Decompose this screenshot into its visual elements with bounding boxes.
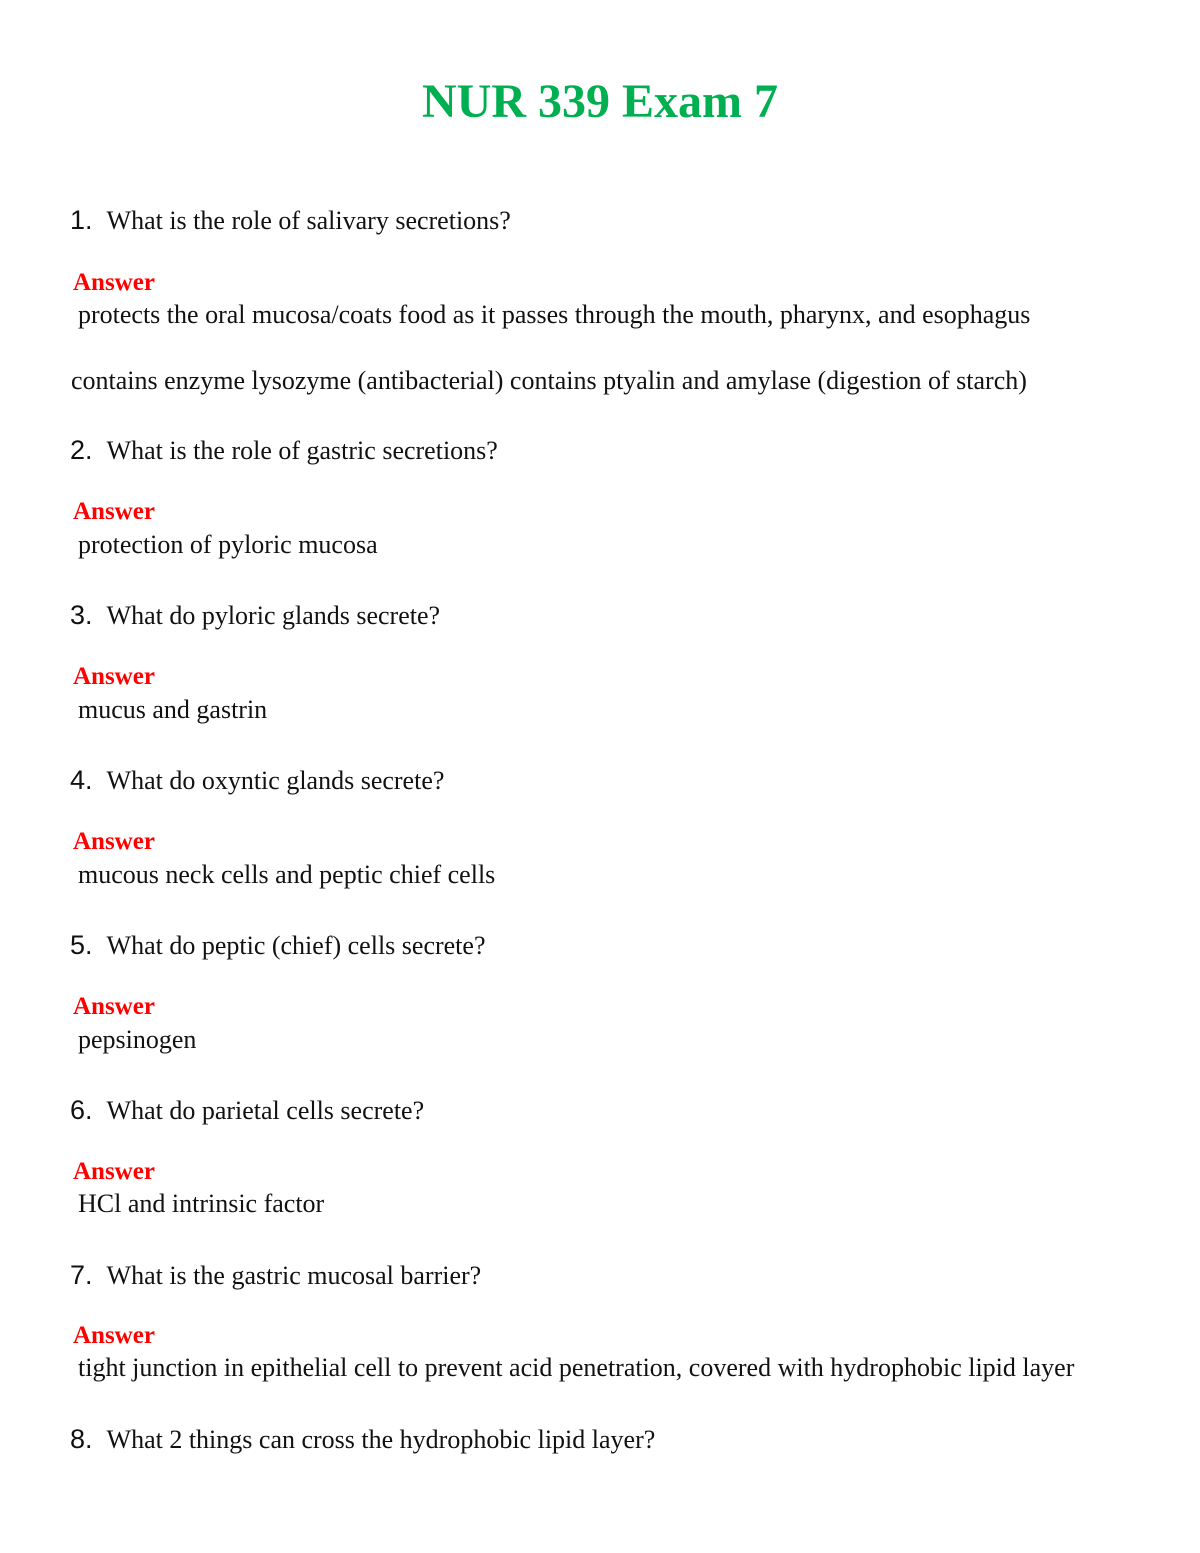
- answer-label: Answer: [73, 1158, 155, 1185]
- question-item: [70, 202, 511, 238]
- question-number: 1.: [70, 205, 93, 235]
- page-title: NUR 339 Exam 7: [422, 75, 778, 128]
- answer-text: tight junction in epithelial cell to prevent acid penetration, covered with hydrophobic lipid layer: [78, 1353, 1075, 1382]
- question-text: What is the gastric mucosal barrier?: [106, 1261, 482, 1290]
- question-item: [70, 1257, 481, 1293]
- answer-text: HCl and intrinsic factor: [78, 1189, 325, 1218]
- answer-label: Answer: [73, 828, 155, 855]
- question-text: What 2 things can cross the hydrophobic lipid layer?: [106, 1425, 656, 1454]
- question-number: 5.: [70, 930, 93, 960]
- answer-label: Answer: [73, 993, 155, 1020]
- question-text: What is the role of salivary secretions?: [106, 206, 511, 235]
- question-item: [70, 927, 486, 963]
- answer-label: Answer: [73, 498, 155, 525]
- answer-text: mucous neck cells and peptic chief cells: [78, 860, 496, 889]
- question-number: 6.: [70, 1095, 93, 1125]
- answer-label: Answer: [73, 1322, 155, 1349]
- question-text: What do pyloric glands secrete?: [106, 601, 441, 630]
- question-item: [70, 432, 498, 468]
- answer-label: Answer: [73, 663, 155, 690]
- question-item: [70, 597, 440, 633]
- question-number: 4.: [70, 765, 93, 795]
- question-text: What do parietal cells secrete?: [106, 1096, 425, 1125]
- question-text: What do peptic (chief) cells secrete?: [106, 931, 486, 960]
- question-text: What do oxyntic glands secrete?: [106, 766, 445, 795]
- answer-text: protects the oral mucosa/coats food as it passes through the mouth, pharynx, and esophagus: [78, 300, 1031, 329]
- question-number: 2.: [70, 435, 93, 465]
- answer-text: contains enzyme lysozyme (antibacterial) contains ptyalin and amylase (digestion of starch): [71, 366, 1027, 395]
- question-item: [70, 762, 444, 798]
- answer-text: pepsinogen: [78, 1025, 197, 1054]
- answer-label: Answer: [73, 269, 155, 296]
- question-number: 8.: [70, 1424, 93, 1454]
- question-text: What is the role of gastric secretions?: [106, 436, 498, 465]
- question-number: 3.: [70, 600, 93, 630]
- answer-text: protection of pyloric mucosa: [78, 530, 378, 559]
- question-item: [70, 1421, 655, 1457]
- answer-text: mucus and gastrin: [78, 695, 268, 724]
- question-item: [70, 1092, 424, 1128]
- question-number: 7.: [70, 1260, 93, 1290]
